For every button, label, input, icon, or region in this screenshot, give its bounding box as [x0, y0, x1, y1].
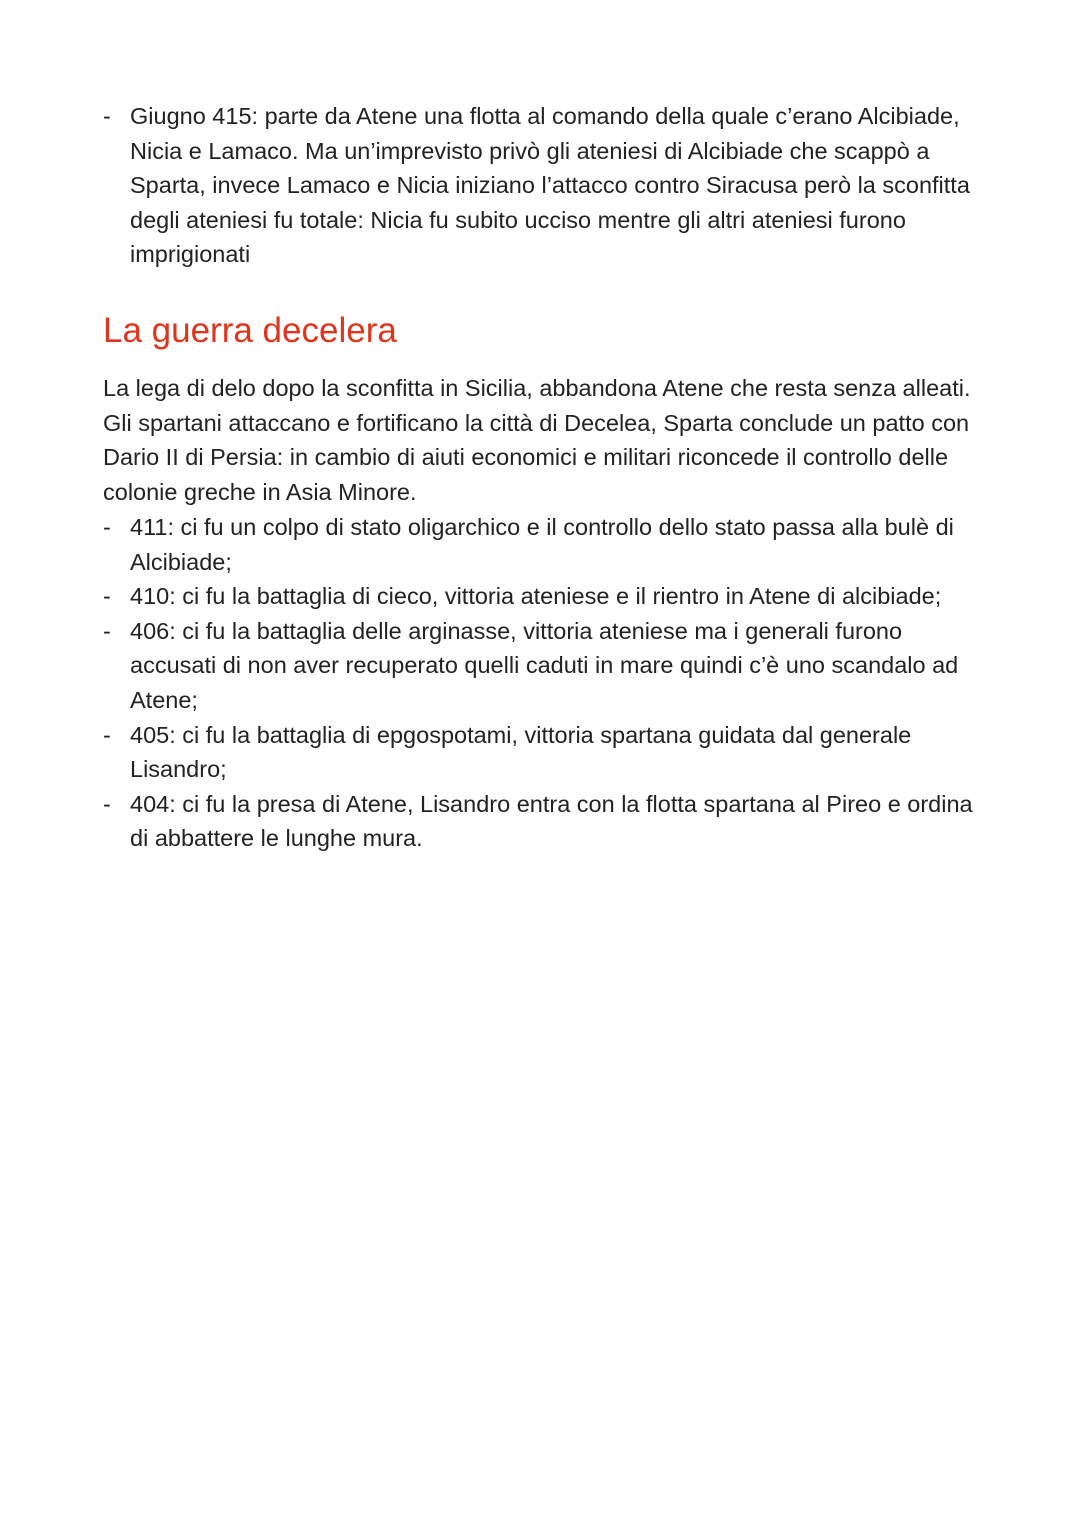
list-item-text: 406: ci fu la battaglia delle arginasse, vittoria ateniese ma i generali furono accusati di non aver recuperato quelli caduti in mare quindi c’è uno scandalo ad Atene; [130, 617, 959, 713]
timeline-bullet-list [103, 510, 983, 856]
bullet-dash: - [103, 721, 111, 748]
bullet-dash: - [103, 790, 111, 817]
list-item [103, 99, 983, 272]
list-item-text: 411: ci fu un colpo di stato oligarchico e il controllo dello stato passa alla bulè di Alcibiade; [130, 514, 954, 575]
list-item [103, 510, 983, 579]
bullet-dash: - [103, 103, 111, 129]
list-item [103, 718, 983, 787]
section-heading: La guerra decelera [103, 311, 397, 350]
intro-bullet-list [103, 99, 983, 272]
bullet-dash: - [103, 583, 111, 610]
list-item-text: 410: ci fu la battaglia di cieco, vittoria ateniese e il rientro in Atene di alcibiade; [130, 583, 942, 610]
list-item-text: Giugno 415: parte da Atene una flotta al comando della quale c’erano Alcibiade, Nicia e Lamaco. Ma un’imprevisto privò gli ateniesi di Alcibiade che scappò a Sparta, invece Lamaco e Nicia iniziano l’attacco contro Siracusa però la sconfitta degli ateniesi fu totale: Nicia fu subito ucciso mentre gli altri ateniesi furono imprigionati [130, 103, 970, 268]
bullet-dash: - [103, 617, 111, 644]
section-paragraph: La lega di delo dopo la sconfitta in Sicilia, abbandona Atene che resta senza alleati. Gli spartani attaccano e fortificano la città di Decelea, Sparta conclude un patto con Dario II di Persia: in cambio di aiuti economici e militari riconcede il controllo delle colonie greche in Asia Minore. [103, 375, 971, 505]
list-item [103, 614, 983, 718]
list-item-text: 404: ci fu la presa di Atene, Lisandro entra con la flotta spartana al Pireo e ordina di abbattere le lunghe mura. [130, 790, 973, 852]
bullet-dash: - [103, 514, 111, 540]
list-item-text: 405: ci fu la battaglia di epgospotami, vittoria spartana guidata dal generale Lisandro; [130, 721, 912, 783]
list-item [103, 579, 983, 614]
list-item [103, 787, 983, 856]
